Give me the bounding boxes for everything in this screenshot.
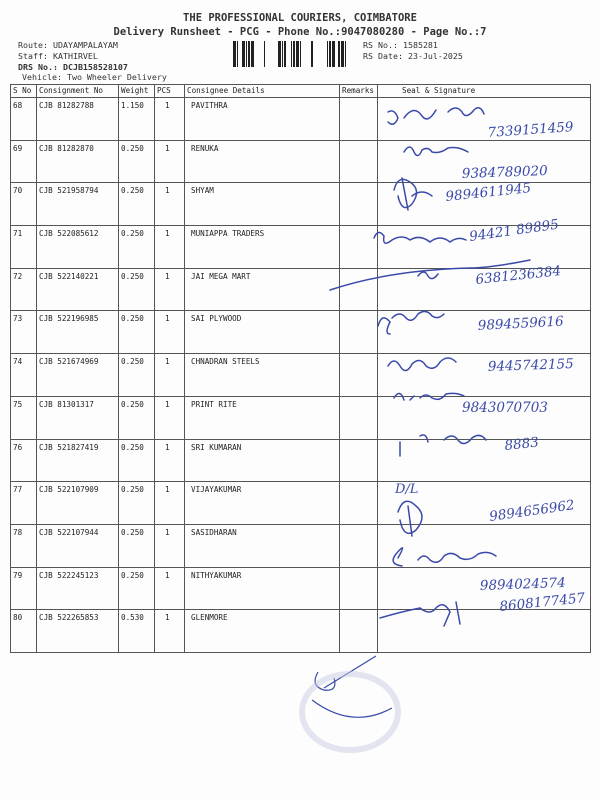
row-consignment-no: CJB 81282870 [37, 140, 119, 183]
row-consignee: MUNIAPPA TRADERS [185, 226, 340, 269]
row-consignee: CHNADRAN STEELS [185, 354, 340, 397]
row-pcs: 1 [155, 140, 185, 183]
row-sno: 74 [11, 354, 37, 397]
handwritten-phone: 8608177457 [498, 590, 586, 615]
row-consignment-no: CJB 81282788 [37, 98, 119, 141]
row-consignment-no: CJB 81301317 [37, 396, 119, 439]
row-weight: 0.250 [119, 268, 155, 311]
runsheet-table [10, 84, 591, 653]
table-row [11, 226, 591, 269]
row-consignment-no: CJB 522245123 [37, 567, 119, 610]
handwritten-phone: 94421 89895 [468, 216, 560, 245]
row-sno: 69 [11, 140, 37, 183]
row-remarks [340, 482, 378, 525]
row-sno: 73 [11, 311, 37, 354]
row-consignee: JAI MEGA MART [185, 268, 340, 311]
row-remarks [340, 524, 378, 567]
col-signature-header: Seal & Signature [378, 85, 591, 98]
row-consignee: SASIDHARAN [185, 524, 340, 567]
row-sno: 79 [11, 567, 37, 610]
faded-seal [302, 674, 398, 750]
row-weight: 0.250 [119, 311, 155, 354]
col-weight-header: Weight [119, 85, 155, 98]
row-consignment-no: CJB 522085612 [37, 226, 119, 269]
row-weight: 0.250 [119, 396, 155, 439]
row-pcs: 1 [155, 268, 185, 311]
barcode-image [232, 41, 349, 67]
row-consignee: PAVITHRA [185, 98, 340, 141]
row-pcs: 1 [155, 396, 185, 439]
row-remarks [340, 311, 378, 354]
col-remarks-header: Remarks [340, 85, 378, 98]
row-sno: 77 [11, 482, 37, 525]
table-row [11, 439, 591, 482]
table-row [11, 140, 591, 183]
row-remarks [340, 98, 378, 141]
row-pcs: 1 [155, 354, 185, 397]
row-consignment-no: CJB 521958794 [37, 183, 119, 226]
row-remarks [340, 354, 378, 397]
staff-label: Staff: KATHIRVEL [18, 51, 98, 61]
row-consignee: SRI KUMARAN [185, 439, 340, 482]
row-weight: 0.250 [119, 354, 155, 397]
drs-label: DRS No.: DCJB158528107 [18, 62, 128, 72]
row-weight: 0.530 [119, 610, 155, 653]
row-weight: 0.250 [119, 140, 155, 183]
handwritten-phone: 6381236384 [474, 263, 562, 288]
row-consignee: SAI PLYWOOD [185, 311, 340, 354]
row-signature-cell [378, 311, 591, 354]
row-sno: 80 [11, 610, 37, 653]
row-signature-cell [378, 567, 591, 610]
row-signature-cell [378, 183, 591, 226]
row-consignee: NITHYAKUMAR [185, 567, 340, 610]
handwritten-phone: 9843070703 [462, 400, 548, 416]
row-weight: 0.250 [119, 567, 155, 610]
row-weight: 1.150 [119, 98, 155, 141]
row-consignment-no: CJB 522265853 [37, 610, 119, 653]
table-row [11, 98, 591, 141]
row-pcs: 1 [155, 439, 185, 482]
table-row [11, 268, 591, 311]
row-pcs: 1 [155, 183, 185, 226]
row-signature-cell [378, 226, 591, 269]
row-signature-cell [378, 396, 591, 439]
row-remarks [340, 567, 378, 610]
row-sno: 78 [11, 524, 37, 567]
handwritten-phone: 9384789020 [461, 163, 548, 182]
row-consignment-no: CJB 521674969 [37, 354, 119, 397]
row-signature-cell [378, 354, 591, 397]
row-consignment-no: CJB 522107944 [37, 524, 119, 567]
row-pcs: 1 [155, 610, 185, 653]
row-remarks [340, 610, 378, 653]
row-remarks [340, 396, 378, 439]
row-signature-cell [378, 268, 591, 311]
route-label: Route: UDAYAMPALAYAM [18, 40, 118, 50]
row-signature-cell [378, 610, 591, 653]
runsheet-subtitle: Delivery Runsheet - PCG - Phone No.:9047080280 - Page No.:7 [113, 26, 487, 38]
row-weight: 0.250 [119, 524, 155, 567]
handwritten-phone: 9894611945 [444, 180, 532, 205]
table-row [11, 183, 591, 226]
row-remarks [340, 140, 378, 183]
table-row [11, 524, 591, 567]
row-consignment-no: CJB 521827419 [37, 439, 119, 482]
row-sno: 75 [11, 396, 37, 439]
table-row [11, 567, 591, 610]
handwritten-phone: 9445742155 [487, 356, 574, 375]
col-consignment-header: Consignment No [37, 85, 119, 98]
handwritten-phone: 8883 [503, 434, 540, 454]
handwritten-phone: 9894656962 [488, 497, 576, 525]
row-remarks [340, 268, 378, 311]
col-sno-header: S No [11, 85, 37, 98]
row-pcs: 1 [155, 482, 185, 525]
rs-date: RS Date: 23-Jul-2025 [363, 51, 463, 61]
row-sno: 72 [11, 268, 37, 311]
row-consignee: SHYAM [185, 183, 340, 226]
row-remarks [340, 439, 378, 482]
row-pcs: 1 [155, 226, 185, 269]
table-row [11, 311, 591, 354]
row-pcs: 1 [155, 98, 185, 141]
row-sno: 68 [11, 98, 37, 141]
row-weight: 0.250 [119, 439, 155, 482]
row-consignee: RENUKA [185, 140, 340, 183]
row-remarks [340, 183, 378, 226]
col-pcs-header: PCS [155, 85, 185, 98]
row-sno: 76 [11, 439, 37, 482]
row-consignment-no: CJB 522107909 [37, 482, 119, 525]
row-consignee: PRINT RITE [185, 396, 340, 439]
company-title: THE PROFESSIONAL COURIERS, COIMBATORE [183, 12, 417, 24]
row-consignee: GLENMORE [185, 610, 340, 653]
row-weight: 0.250 [119, 183, 155, 226]
row-consignment-no: CJB 522140221 [37, 268, 119, 311]
row-sno: 70 [11, 183, 37, 226]
table-row [11, 396, 591, 439]
rs-number: RS No.: 1585281 [363, 40, 438, 50]
row-pcs: 1 [155, 311, 185, 354]
row-weight: 0.250 [119, 482, 155, 525]
row-signature-cell [378, 524, 591, 567]
row-remarks [340, 226, 378, 269]
row-signature-cell [378, 439, 591, 482]
row-signature-cell [378, 98, 591, 141]
row-weight: 0.250 [119, 226, 155, 269]
handwritten-phone: 7339151459 [487, 119, 574, 141]
handwritten-phone: 9894559616 [477, 313, 564, 334]
row-sno: 71 [11, 226, 37, 269]
handwritten-phone: 9894024574 [479, 575, 566, 594]
row-signature-cell [378, 482, 591, 525]
row-consignee: VIJAYAKUMAR [185, 482, 340, 525]
row-consignment-no: CJB 522196985 [37, 311, 119, 354]
table-row [11, 354, 591, 397]
row-pcs: 1 [155, 567, 185, 610]
table-header-row [11, 85, 591, 98]
row-pcs: 1 [155, 524, 185, 567]
row-signature-cell [378, 140, 591, 183]
vehicle-label: Vehicle: Two Wheeler Delivery [22, 72, 167, 82]
stamp-scribble [312, 656, 392, 717]
table-row [11, 610, 591, 653]
table-row [11, 482, 591, 525]
col-consignee-header: Consignee Details [185, 85, 340, 98]
handwritten-phone: D/L [395, 482, 419, 497]
